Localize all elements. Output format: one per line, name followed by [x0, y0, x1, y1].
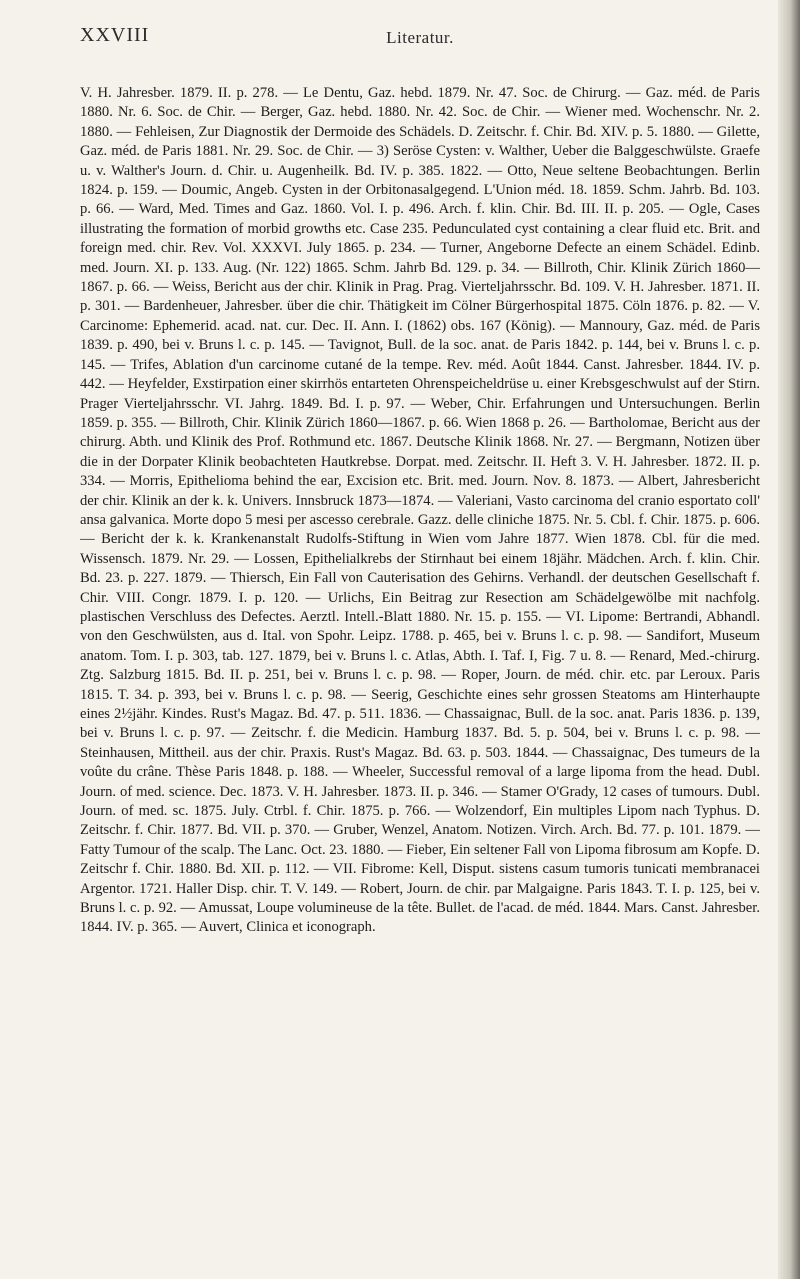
page-header — [80, 24, 760, 54]
bibliography-text — [80, 84, 760, 1264]
book-spine-edge — [778, 0, 800, 1279]
running-title: Literatur. — [386, 28, 454, 47]
bibliography-paragraph: V. H. Jahresber. 1879. II. p. 278. — Le Dentu, Gaz. hebd. 1879. Nr. 47. Soc. de Chirurg. — Gaz. méd. de Paris 1880. Nr. 6. Soc. de Chir. — Berger, Gaz. hebd. 1880. Nr. 42. Soc. de Chir. — Wiener med. Wochenschr. Nr. 2. 1880. — Fehleisen, Zur Diagnostik der Dermoide des Schädels. D. Zeitschr. f. Chir. Bd. XIV. p. 5. 1880. — Gilette, Gaz. méd. de Paris 1881. Nr. 29. Soc. de Chir. — 3) Seröse Cysten: v. Walther, Ueber die Balggeschwülste. Graefe u. v. Walther's Journ. d. Chir. u. Augenheilk. Bd. IV. p. 385. 1822. — Otto, Neue seltene Beobachtungen. Berlin 1824. p. 159. — Doumic, Angeb. Cysten in der Orbitonasalgegend. L'Union méd. 18. 1859. Schm. Jahrb. Bd. 103. p. 66. — Ward, Med. Times and Gaz. 1860. Vol. I. p. 496. Arch. f. klin. Chir. Bd. III. II. p. 205. — Ogle, Cases illustrating the formation of morbid growths etc. Case 235. Pedunculated cyst containing a clear fluid etc. Brit. and foreign med. chir. Rev. Vol. XXXVI. July 1865. p. 234. — Turner, Angeborne Defecte an einem Schädel. Edinb. med. Journ. XI. p. 133. Aug. (Nr. 122) 1865. Schm. Jahrb Bd. 129. p. 34. — Billroth, Chir. Klinik Zürich 1860—1867. p. 66. — Weiss, Bericht aus der chir. Klinik in Prag. Prag. Vierteljahrsschr. Bd. 109. V. H. Jahresber. 1871. II. p. 301. — Bardenheuer, Jahresber. über die chir. Thätigkeit im Cölner Bürgerhospital 1875. Cöln 1876. p. 82. — V. Carcinome: Ephemerid. acad. nat. cur. Dec. II. Ann. I. (1862) obs. 167 (König). — Mannoury, Gaz. méd. de Paris 1839. p. 490, bei v. Bruns l. c. p. 145. — Tavignot, Bull. de la soc. anat. de Paris 1842. p. 144, bei v. Bruns l. c. p. 145. — Trifes, Ablation d'un carcinome cutané de la tempe. Rev. méd. Août 1844. Canst. Jahresber. 1844. IV. p. 442. — Heyfelder, Exstirpation einer skirrhös entarteten Ohrenspeicheldrüse u. einer Krebsgeschwulst auf der Stirn. Prager Vierteljahrsschr. VI. Jahrg. 1849. Bd. I. p. 97. — Weber, Chir. Erfahrungen und Untersuchungen. Berlin 1859. p. 355. — Billroth, Chir. Klinik Zürich 1860—1867. p. 66. Wien 1868 p. 26. — Bartholomae, Bericht aus der chirurg. Abth. und Klinik des Prof. Rothmund etc. 1867. Deutsche Klinik 1868. Nr. 27. — Bergmann, Notizen über die in der Dorpater Klinik beobachteten Hautkrebse. Dorpat. med. Zeitschr. II. Heft 3. V. H. Jahresber. 1872. II. p. 334. — Morris, Epithelioma behind the ear, Excision etc. Brit. med. Journ. Nov. 8. 1873. — Albert, Jahresbericht der chir. Klinik an der k. k. Univers. Innsbruck 1873—1874. — Valeriani, Vasto carcinoma del cranio esportato coll' ansa galvanica. Morte dopo 5 mesi per ascesso cerebrale. Gazz. delle cliniche 1875. Nr. 5. Cbl. f. Chir. 1875. p. 606. — Bericht der k. k. Krankenanstalt Rudolfs-Stiftung in Wien vom Jahre 1877. Wien 1878. Cbl. für die med. Wissensch. 1879. Nr. 29. — Lossen, Epithelialkrebs der Stirnhaut bei einem 18jähr. Mädchen. Arch. f. klin. Chir. Bd. 23. p. 227. 1879. — Thiersch, Ein Fall von Cauterisation des Gehirns. Verhandl. der deutschen Gesellschaft f. Chir. VIII. Congr. 1879. I. p. 120. — Urlichs, Ein Beitrag zur Resection am Schädelgewölbe mit nachfolg. plastischen Verschluss des Defectes. Aerztl. Intell.-Blatt 1880. Nr. 15. p. 155. — VI. Lipome: Bertrandi, Abhandl. von den Geschwülsten, aus d. Ital. von Spohr. Leipz. 1788. p. 465, bei v. Bruns l. c. p. 98. — Sandifort, Museum anatom. Tom. I. p. 303, tab. 127. 1879, bei v. Bruns l. c. Atlas, Abth. I. Taf. I, Fig. 7 u. 8. — Renard, Med.-chirurg. Ztg. Salzburg 1815. Bd. II. p. 251, bei v. Bruns l. c. p. 98. — Roper, Journ. de méd. chir. etc. par Leroux. Paris 1815. T. 34. p. 393, bei v. Bruns l. c. p. 98. — Seerig, Geschichte eines sehr grossen Steatoms am Hinterhaupte eines 2½jähr. Kindes. Rust's Magaz. Bd. 47. p. 511. 1836. — Chassaignac, Bull. de la soc. anat. Paris 1836. p. 139, bei v. Bruns l. c. p. 97. — Zeitschr. f. die Medicin. Hamburg 1837. Bd. 5. p. 504, bei v. Bruns l. c. p. 98. — Steinhausen, Mittheil. aus der chir. Praxis. Rust's Magaz. Bd. 63. p. 503. 1844. — Chassaignac, Des tumeurs de la voûte du crâne. Thèse Paris 1848. p. 188. — Wheeler, Successful removal of a large lipoma from the head. Dubl. Journ. of med. science. Dec. 1873. V. H. Jahresber. 1873. II. p. 346. — Stamer O'Grady, 12 cases of tumours. Dubl. Journ. of med. sc. 1875. July. Ctrbl. f. Chir. 1875. p. 766. — Wolzendorf, Ein multiples Lipom nach Typhus. D. Zeitschr. f. Chir. 1877. Bd. VII. p. 370. — Gruber, Wenzel, Anatom. Notizen. Virch. Arch. Bd. 77. p. 101. 1879. — Fatty Tumour of the scalp. The Lanc. Oct. 23. 1880. — Fieber, Ein seltener Fall von Lipoma fibrosum am Kopfe. D. Zeitschr f. Chir. 1880. Bd. XII. p. 112. — VII. Fibrome: Kell, Disput. sistens casum tumoris tunicati membranacei Argentor. 1721. Haller Disp. chir. T. V. 149. — Robert, Journ. de chir. par Malgaigne. Paris 1843. T. I. p. 125, bei v. Bruns l. c. p. 92. — Amussat, Loupe volumineuse de la tête. Bullet. de l'acad. de méd. 1844. Mars. Canst. Jahresber. 1844. IV. p. 365. — Auvert, Clinica et iconograph. — [80, 85, 760, 936]
page-number: XXVIII — [80, 24, 150, 46]
